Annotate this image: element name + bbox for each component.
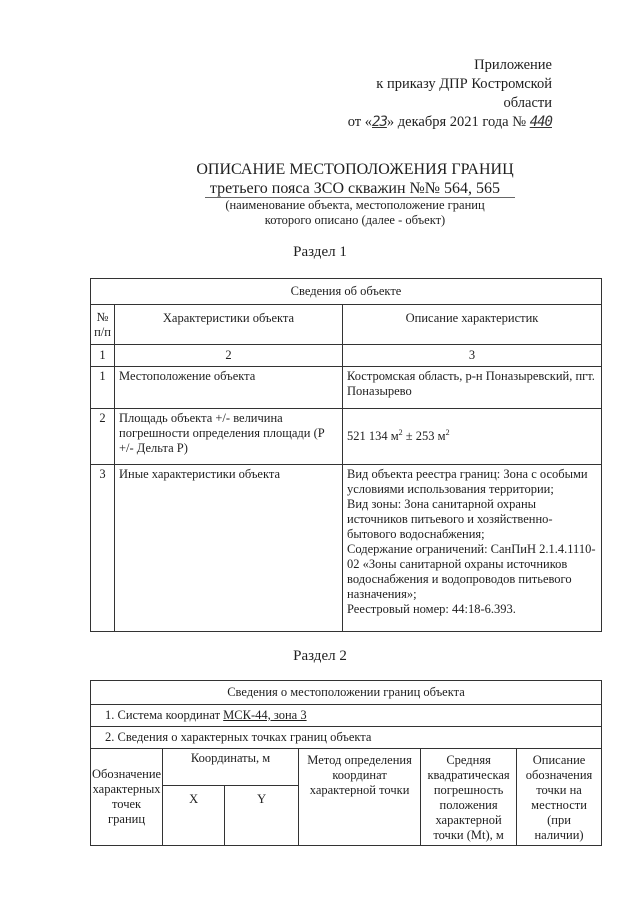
appendix-line1: Приложение <box>474 57 552 73</box>
row1-name: Местоположение объекта <box>115 367 343 409</box>
index-cell-2: 2 <box>115 345 343 367</box>
date-middle: » декабря 2021 года № <box>386 114 527 130</box>
order-number: 440 <box>529 114 552 130</box>
appendix-block <box>348 56 552 132</box>
title-note-line1: (наименование объекта, местоположение границ <box>225 198 485 212</box>
row1-num: 1 <box>91 367 115 409</box>
row2-area <box>343 409 602 465</box>
title-note <box>150 198 560 228</box>
header-x: X <box>163 786 225 846</box>
row3-desc-line: Вид объекта реестра границ: Зона с особыми условиями использования территории; <box>347 467 588 496</box>
coord-system-row <box>91 705 602 727</box>
appendix-line2: к приказу ДПР Костромской <box>376 76 552 92</box>
row3-name: Иные характеристики объекта <box>115 465 343 632</box>
header-method: Метод определения координат характерной точки <box>299 749 421 846</box>
header-num: № п/п <box>91 305 115 345</box>
table-row <box>91 465 602 632</box>
section1-heading: Раздел 1 <box>293 244 347 260</box>
order-day: 23 <box>372 114 387 130</box>
document-title <box>150 160 560 198</box>
header-mt: Средняя квадратическая погрешность положения характерной точки (Mt), м <box>421 749 517 846</box>
area-value: 521 134 м <box>347 429 399 443</box>
header-characteristic: Характеристики объекта <box>115 305 343 345</box>
title-main: ОПИСАНИЕ МЕСТОПОЛОЖЕНИЯ ГРАНИЦ <box>196 161 514 178</box>
error-unit-sup: 2 <box>445 427 450 437</box>
appendix-date <box>348 113 552 132</box>
date-prefix: от « <box>347 114 373 130</box>
title-subject: третьего пояса ЗСО скважин №№ 564, 565 <box>209 180 501 197</box>
header-description: Описание характеристик <box>343 305 602 345</box>
header-local: Описание обозначения точки на местности (при наличии) <box>517 749 602 846</box>
row1-desc: Костромская область, р-н Поназыревский, пгт. Поназырево <box>343 367 602 409</box>
table-row <box>91 409 602 465</box>
section2-heading: Раздел 2 <box>293 648 347 664</box>
boundary-table <box>90 680 602 846</box>
area-unit-sup: 2 <box>398 427 403 437</box>
row3-desc-line: Реестровый номер: 44:18-6.393. <box>347 602 516 616</box>
header-coords: Координаты, м <box>163 749 299 786</box>
title-note-line2: которого описано (далее - объект) <box>264 213 446 227</box>
row2-name: Площадь объекта +/- величина погрешности определения площади (Р +/- Дельта Р) <box>115 409 343 465</box>
row3-num: 3 <box>91 465 115 632</box>
header-y: Y <box>225 786 299 846</box>
row3-desc-line: Вид зоны: Зона санитарной охраны источников питьевого и хозяйственно-бытового водоснабжения; <box>347 497 553 541</box>
coord-system-prefix: 1. Система координат <box>105 708 224 722</box>
table-row <box>91 367 602 409</box>
coord-system-value: МСК-44, зона 3 <box>223 708 307 722</box>
row2-num: 2 <box>91 409 115 465</box>
area-error: ± 253 м <box>402 429 446 443</box>
object-table-title: Сведения об объекте <box>91 279 602 305</box>
row3-desc <box>343 465 602 632</box>
index-cell-3: 3 <box>343 345 602 367</box>
appendix-line3: области <box>503 95 552 111</box>
index-cell-1: 1 <box>91 345 115 367</box>
row3-desc-line: Содержание ограничений: СанПиН 2.1.4.1110-02 «Зоны санитарной охраны источников водоснабжения и водопроводов питьевого назначения»; <box>347 542 596 601</box>
object-info-table <box>90 278 602 632</box>
points-title: 2. Сведения о характерных точках границ объекта <box>91 727 602 749</box>
header-point: Обозначение характерных точек границ <box>91 749 163 846</box>
boundary-table-title: Сведения о местоположении границ объекта <box>91 681 602 705</box>
